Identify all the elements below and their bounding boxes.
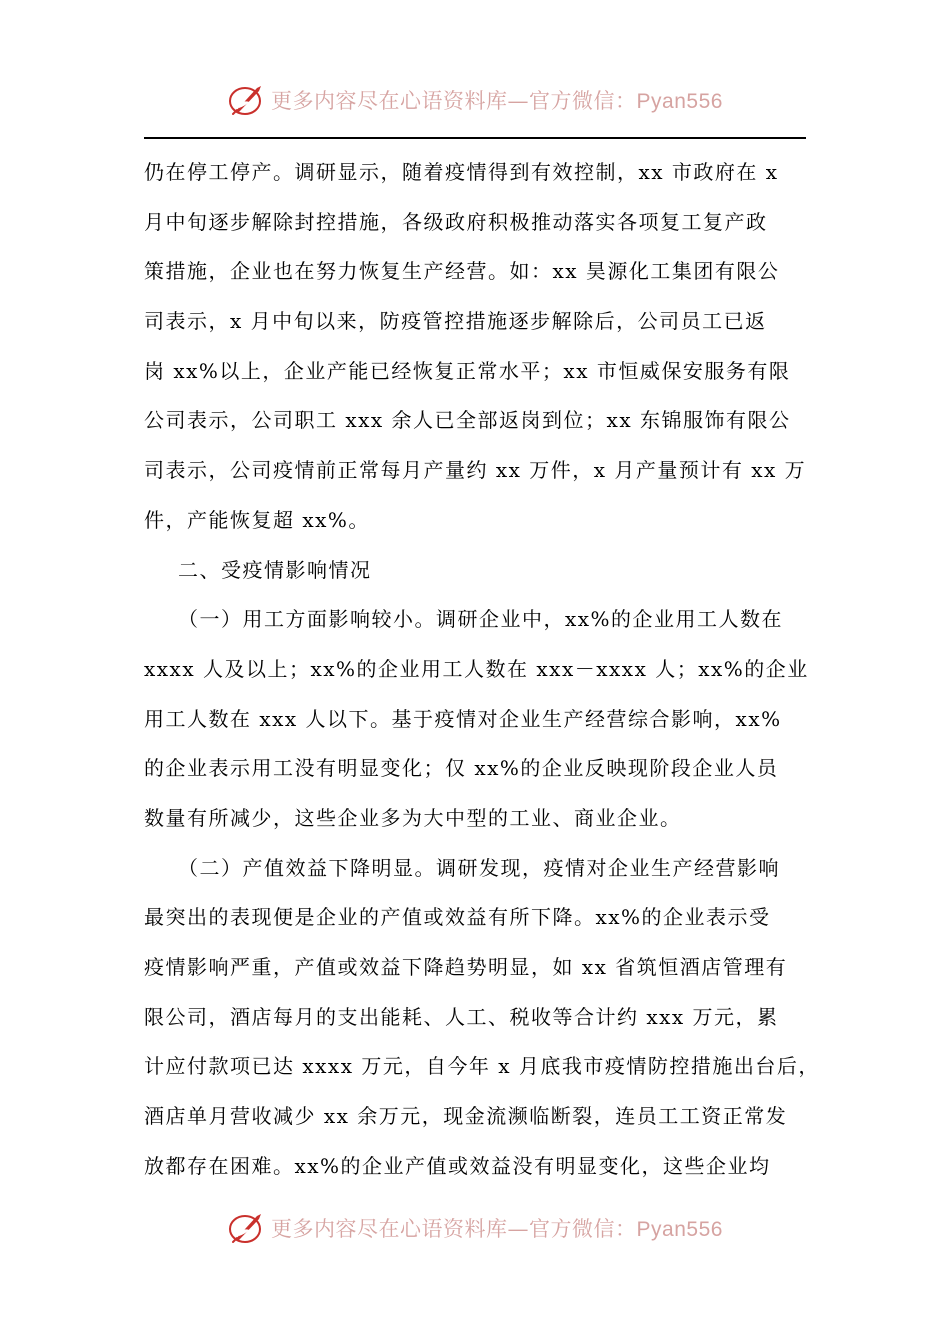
header-watermark-banner xyxy=(0,80,950,120)
watermark-handle: Pyan556 xyxy=(636,1218,723,1241)
text-line: 岗 xx%以上，企业产能已经恢复正常水平；xx 市恒威保安服务有限 xyxy=(144,358,791,383)
text-line: 最突出的表现便是企业的产值或效益有所下降。xx%的企业表示受 xyxy=(144,905,771,930)
text-line: 仍在停工停产。调研显示，随着疫情得到有效控制，xx 市政府在 x xyxy=(144,160,779,184)
text-line: 限公司，酒店每月的支出能耗、人工、税收等合计约 xxx 万元，累 xyxy=(144,1004,779,1029)
text-line: 疫情影响严重，产值或效益下降趋势明显，如 xx 省筑恒酒店管理有 xyxy=(144,955,788,979)
text-line: 数量有所减少，这些企业多为大中型的工业、商业企业。 xyxy=(144,805,682,830)
text-line: 放都存在困难。xx%的企业产值或效益没有明显变化，这些企业均 xyxy=(144,1153,771,1178)
text-line: 司表示，x 月中旬以来，防疫管控措施逐步解除后，公司员工已返 xyxy=(144,309,767,334)
text-line: 的企业表示用工没有明显变化；仅 xx%的企业反映现阶段企业人员 xyxy=(144,756,779,781)
section-heading: 二、受疫情影响情况 xyxy=(178,557,372,582)
watermark-text: 更多内容尽在心语资料库—官方微信：Pyan556 xyxy=(271,1217,723,1241)
text-line: 月中旬逐步解除封控措施，各级政府积极推动落实各项复工复产政 xyxy=(144,209,768,234)
quill-logo-icon xyxy=(227,82,267,118)
watermark-text: 更多内容尽在心语资料库—官方微信：Pyan556 xyxy=(271,89,723,113)
text-line: xxxx 人及以上；xx%的企业用工人数在 xxx－xxxx 人；xx%的企业 xyxy=(144,656,809,681)
text-line: 策措施，企业也在努力恢复生产经营。如：xx 昊源化工集团有限公 xyxy=(144,259,780,284)
text-line: 公司表示，公司职工 xxx 余人已全部返岗到位；xx 东锦服饰有限公 xyxy=(144,408,791,433)
text-line: 计应付款项已达 xxxx 万元，自今年 x 月底我市疫情防控措施出台后， xyxy=(144,1054,820,1079)
document-body xyxy=(144,148,820,1191)
watermark-handle: Pyan556 xyxy=(636,90,723,113)
text-line: 用工人数在 xxx 人以下。基于疫情对企业生产经营综合影响，xx% xyxy=(144,706,782,731)
text-line: 件，产能恢复超 xx%。 xyxy=(144,507,370,532)
quill-logo-icon xyxy=(227,1210,267,1246)
footer-watermark-banner xyxy=(0,1208,950,1248)
paragraph-start-line: （一）用工方面影响较小。调研企业中，xx%的企业用工人数在 xyxy=(178,607,784,632)
header-divider xyxy=(144,137,806,139)
paragraph-start-line: （二）产值效益下降明显。调研发现，疫情对企业生产经营影响 xyxy=(178,855,780,880)
text-line: 司表示，公司疫情前正常每月产量约 xx 万件，x 月产量预计有 xx 万 xyxy=(144,458,807,483)
text-line: 酒店单月营收减少 xx 余万元，现金流濒临断裂，连员工工资正常发 xyxy=(144,1104,788,1129)
